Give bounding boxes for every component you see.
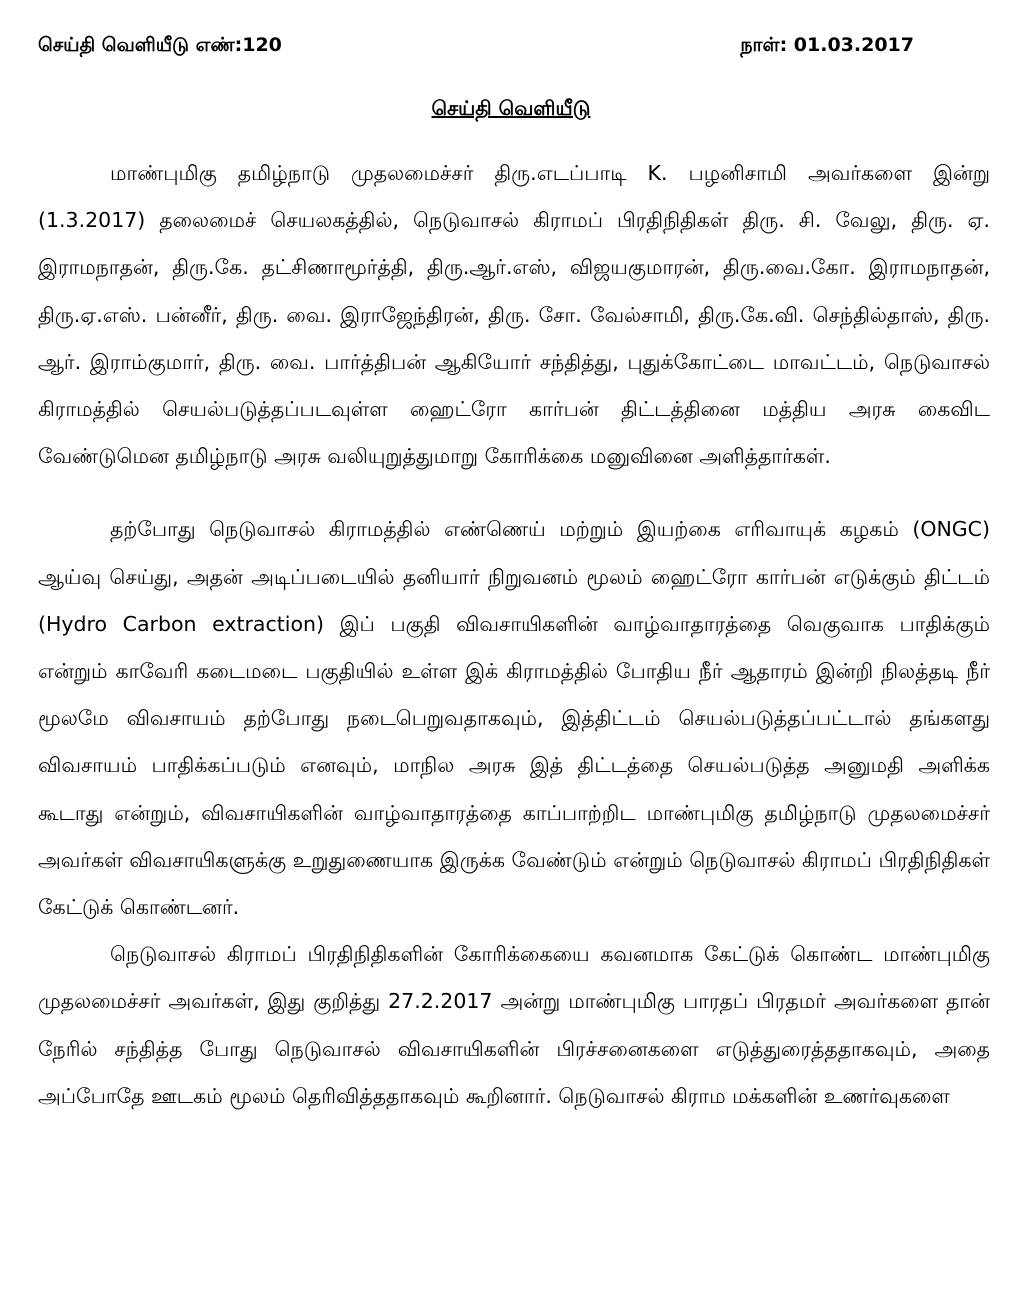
release-date: நாள்: 01.03.2017 <box>740 33 914 56</box>
document-title: செய்தி வெளியீடு <box>431 96 591 120</box>
paragraph-1: மாண்புமிகு தமிழ்நாடு முதலமைச்சர் திரு.எடப்பாடி K. பழனிசாமி அவர்களை இன்று (1.3.2017) தலைமைச் செயலகத்தில், நெடுவாசல் கிராமப் பிரதிநிதிகள் திரு. சி. வேலு, திரு. ஏ. இராமநாதன், திரு.கே. தட்சிணாமூர்த்தி, திரு.ஆர்.எஸ், விஜயகுமாரன், திரு.வை.கோ. இராமநாதன், திரு.ஏ.எஸ். பன்னீர், திரு. வை. இராஜேந்திரன், திரு. சோ. வேல்சாமி, திரு.கே.வி. செந்தில்தாஸ், திரு. ஆர். இராம்குமார், திரு. வை. பார்த்திபன் ஆகியோர் சந்தித்து, புதுக்கோட்டை மாவட்டம், நெடுவாசல் கிராமத்தில் செயல்படுத்தப்படவுள்ள ஹைட்ரோ கார்பன் திட்டத்தினை மத்திய அரசு கைவிட வேண்டுமென தமிழ்நாடு அரசு வலியுறுத்துமாறு கோரிக்கை மனுவினை அளித்தார்கள். <box>38 161 990 469</box>
document-body <box>38 150 990 1120</box>
release-number: செய்தி வெளியீடு எண்:120 <box>38 33 282 56</box>
paragraph-2: தற்போது நெடுவாசல் கிராமத்தில் எண்ணெய் மற்றும் இயற்கை எரிவாயுக் கழகம் (ONGC) ஆய்வு செய்து, அதன் அடிப்படையில் தனியார் நிறுவனம் மூலம் ஹைட்ரோ கார்பன் எடுக்கும் திட்டம் (Hydro Carbon extraction) இப் பகுதி விவசாயிகளின் வாழ்வாதாரத்தை வெகுவாக பாதிக்கும் என்றும் காவேரி கடைமடை பகுதியில் உள்ள இக் கிராமத்தில் போதிய நீர் ஆதாரம் இன்றி நிலத்தடி நீர் மூலமே விவசாயம் தற்போது நடைபெறுவதாகவும், இத்திட்டம் செயல்படுத்தப்பட்டால் தங்களது விவசாயம் பாதிக்கப்படும் எனவும், மாநில அரசு இத் திட்டத்தை செயல்படுத்த அனுமதி அளிக்க கூடாது என்றும், விவசாயிகளின் வாழ்வாதாரத்தை காப்பாற்றிட மாண்புமிகு தமிழ்நாடு முதலமைச்சர் அவர்கள் விவசாயிகளுக்கு உறுதுணையாக இருக்க வேண்டும் என்றும் நெடுவாசல் கிராமப் பிரதிநிதிகள் கேட்டுக் கொண்டனர். <box>38 517 990 920</box>
paragraph-3: நெடுவாசல் கிராமப் பிரதிநிதிகளின் கோரிக்கையை கவனமாக கேட்டுக் கொண்ட மாண்புமிகு முதலமைச்சர் அவர்கள், இது குறித்து 27.2.2017 அன்று மாண்புமிகு பாரதப் பிரதமர் அவர்களை தான் நேரில் சந்தித்த போது நெடுவாசல் விவசாயிகளின் பிரச்சனைகளை எடுத்துரைத்ததாகவும், அதை அப்போதே ஊடகம் மூலம் தெரிவித்ததாகவும் கூறினார். நெடுவாசல் கிராம மக்களின் உணர்வுகளை <box>38 942 990 1108</box>
document-header <box>38 30 914 62</box>
